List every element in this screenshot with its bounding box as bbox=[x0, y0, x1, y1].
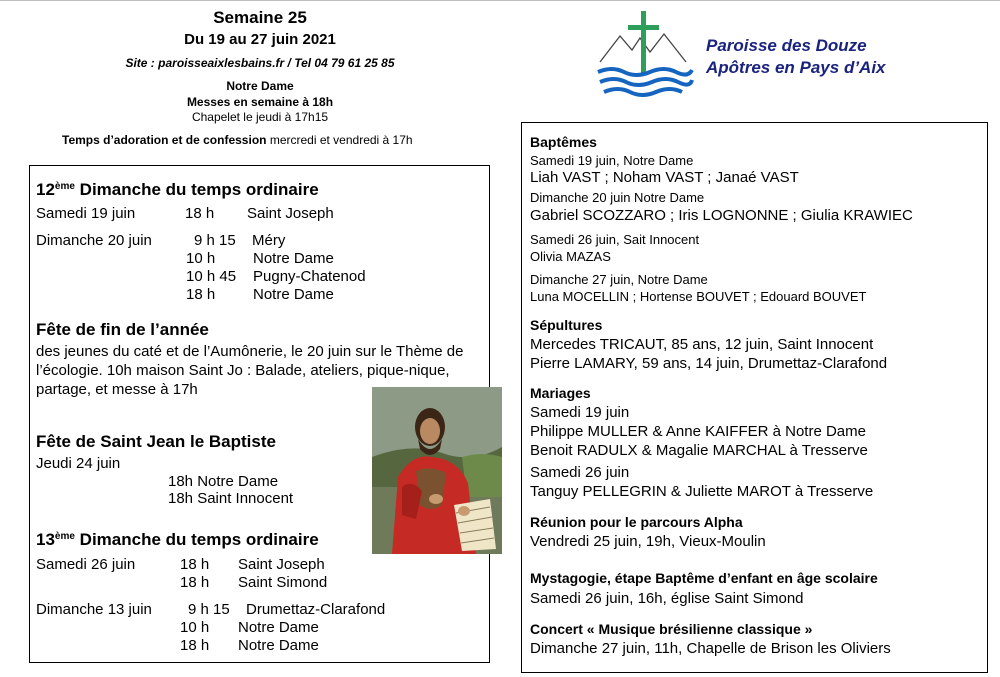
s12-time-2: 9 h 15 bbox=[194, 232, 236, 249]
mariages-line-3: Tanguy PELLEGRIN & Juliette MAROT à Tresserve bbox=[530, 483, 874, 500]
s13-day-3: Dimanche 13 juin bbox=[36, 601, 152, 618]
s12-place-1: Saint Joseph bbox=[247, 205, 334, 222]
s12-place-3: Notre Dame bbox=[253, 250, 334, 267]
s12-time-3: 10 h bbox=[186, 250, 216, 267]
s12-day-1: Samedi 19 juin bbox=[36, 205, 136, 222]
s12-time-5: 18 h bbox=[186, 286, 216, 303]
top-rule bbox=[0, 0, 1000, 1]
messes-time: en semaine à 18h bbox=[230, 95, 334, 109]
s13-place-3: Drumettaz-Clarafond bbox=[246, 601, 386, 618]
saint-jean-day: Jeudi 24 juin bbox=[36, 455, 121, 472]
parish-name bbox=[706, 35, 886, 79]
alpha-heading: Réunion pour le parcours Alpha bbox=[530, 514, 743, 530]
adoration bbox=[62, 133, 413, 147]
s12-place-2: Méry bbox=[252, 232, 286, 249]
sunday12-num: 12 bbox=[36, 180, 55, 199]
weekday-masses bbox=[30, 95, 490, 109]
s13-time-3: 9 h 15 bbox=[188, 601, 230, 618]
baptemes-names-4: Luna MOCELLIN ; Hortense BOUVET ; Edouard BOUVET bbox=[530, 289, 867, 304]
mystagogie-line: Samedi 26 juin, 16h, église Saint Simond bbox=[530, 590, 804, 607]
mariages-date-1: Samedi 19 juin bbox=[530, 404, 630, 421]
s13-time-5: 18 h bbox=[180, 637, 210, 654]
sunday12-rest: Dimanche du temps ordinaire bbox=[74, 180, 319, 199]
alpha-line: Vendredi 25 juin, 19h, Vieux-Moulin bbox=[530, 533, 766, 550]
baptemes-heading: Baptêmes bbox=[530, 134, 597, 150]
baptemes-date-1: Samedi 19 juin, Notre Dame bbox=[530, 153, 694, 168]
saint-john-baptist-image bbox=[372, 387, 502, 554]
baptemes-date-2: Dimanche 20 juin Notre Dame bbox=[530, 190, 705, 205]
baptemes-names-2: Gabriel SCOZZARO ; Iris LOGNONNE ; Giulia KRAWIEC bbox=[530, 207, 913, 224]
site-phone: Site : paroisseaixlesbains.fr / Tel 04 79 61 25 85 bbox=[125, 56, 395, 70]
baptemes-date-4: Dimanche 27 juin, Notre Dame bbox=[530, 272, 708, 287]
s13-place-4: Notre Dame bbox=[238, 619, 319, 636]
messes-label: Messes bbox=[186, 95, 231, 109]
sepultures-line-1: Mercedes TRICAUT, 85 ans, 12 juin, Saint Innocent bbox=[530, 336, 874, 353]
adoration-label: Temps d’adoration et de confession bbox=[62, 133, 267, 147]
s13-time-1: 18 h bbox=[180, 556, 210, 573]
baptemes-names-1: Liah VAST ; Noham VAST ; Janaé VAST bbox=[530, 169, 799, 186]
s12-place-4: Pugny-Chatenod bbox=[253, 268, 366, 285]
mariages-line-1: Philippe MULLER & Anne KAIFFER à Notre Dame bbox=[530, 423, 866, 440]
baptemes-date-3: Samedi 26 juin, Sait Innocent bbox=[530, 232, 700, 247]
mystagogie-heading: Mystagogie, étape Baptême d’enfant en âge scolaire bbox=[530, 570, 878, 586]
sepultures-line-2: Pierre LAMARY, 59 ans, 14 juin, Drumettaz-Clarafond bbox=[530, 355, 888, 372]
saint-jean-mass-2: 18h Saint Innocent bbox=[168, 490, 294, 507]
saint-jean-mass-1: 18h Notre Dame bbox=[168, 473, 279, 490]
sunday12-heading bbox=[36, 178, 319, 199]
chapelet: Chapelet le jeudi à 17h15 bbox=[191, 110, 329, 124]
s12-time-4: 10 h 45 bbox=[186, 268, 237, 285]
sunday13-num: 13 bbox=[36, 530, 55, 549]
s12-place-5: Notre Dame bbox=[253, 286, 334, 303]
s13-place-5: Notre Dame bbox=[238, 637, 319, 654]
mariages-heading: Mariages bbox=[530, 385, 591, 401]
s13-time-4: 10 h bbox=[180, 619, 210, 636]
adoration-times: mercredi et vendredi à 17h bbox=[266, 133, 413, 147]
s12-day-2: Dimanche 20 juin bbox=[36, 232, 152, 249]
saint-jean-heading: Fête de Saint Jean le Baptiste bbox=[36, 432, 276, 451]
s12-time-1: 18 h bbox=[185, 205, 215, 222]
fete-annee-heading: Fête de fin de l’année bbox=[36, 320, 209, 339]
week-title: Semaine 25 bbox=[213, 8, 307, 27]
mariages-line-2: Benoit RADULX & Magalie MARCHAL à Tresserve bbox=[530, 442, 868, 459]
s13-day-1: Samedi 26 juin bbox=[36, 556, 136, 573]
sepultures-heading: Sépultures bbox=[530, 317, 603, 333]
s13-place-1: Saint Joseph bbox=[238, 556, 325, 573]
sunday13-heading bbox=[36, 528, 319, 549]
concert-line: Dimanche 27 juin, 11h, Chapelle de Brison les Oliviers bbox=[530, 640, 891, 657]
week-dates: Du 19 au 27 juin 2021 bbox=[184, 31, 336, 48]
s13-time-2: 18 h bbox=[180, 574, 210, 591]
church-name: Notre Dame bbox=[226, 79, 294, 93]
baptemes-names-3: Olivia MAZAS bbox=[530, 249, 611, 264]
parish-name-line2: Apôtres en Pays d’Aix bbox=[706, 58, 886, 77]
sunday13-rest: Dimanche du temps ordinaire bbox=[74, 530, 319, 549]
sunday12-sup: ème bbox=[54, 181, 75, 192]
parish-name-line1: Paroisse des Douze bbox=[706, 36, 867, 55]
mariages-date-2: Samedi 26 juin bbox=[530, 464, 630, 481]
concert-heading: Concert « Musique brésilienne classique » bbox=[530, 621, 813, 637]
sunday13-sup: ème bbox=[54, 531, 75, 542]
fete-annee-text: des jeunes du caté et de l’Aumônerie, le 20 juin sur le Thème de l’écologie. 10h maison Saint Jo : Balade, ateliers, pique-nique, partage, et messe à 17h bbox=[36, 343, 464, 398]
s13-place-2: Saint Simond bbox=[238, 574, 328, 591]
cross-mountain-waves-icon bbox=[594, 8, 694, 108]
